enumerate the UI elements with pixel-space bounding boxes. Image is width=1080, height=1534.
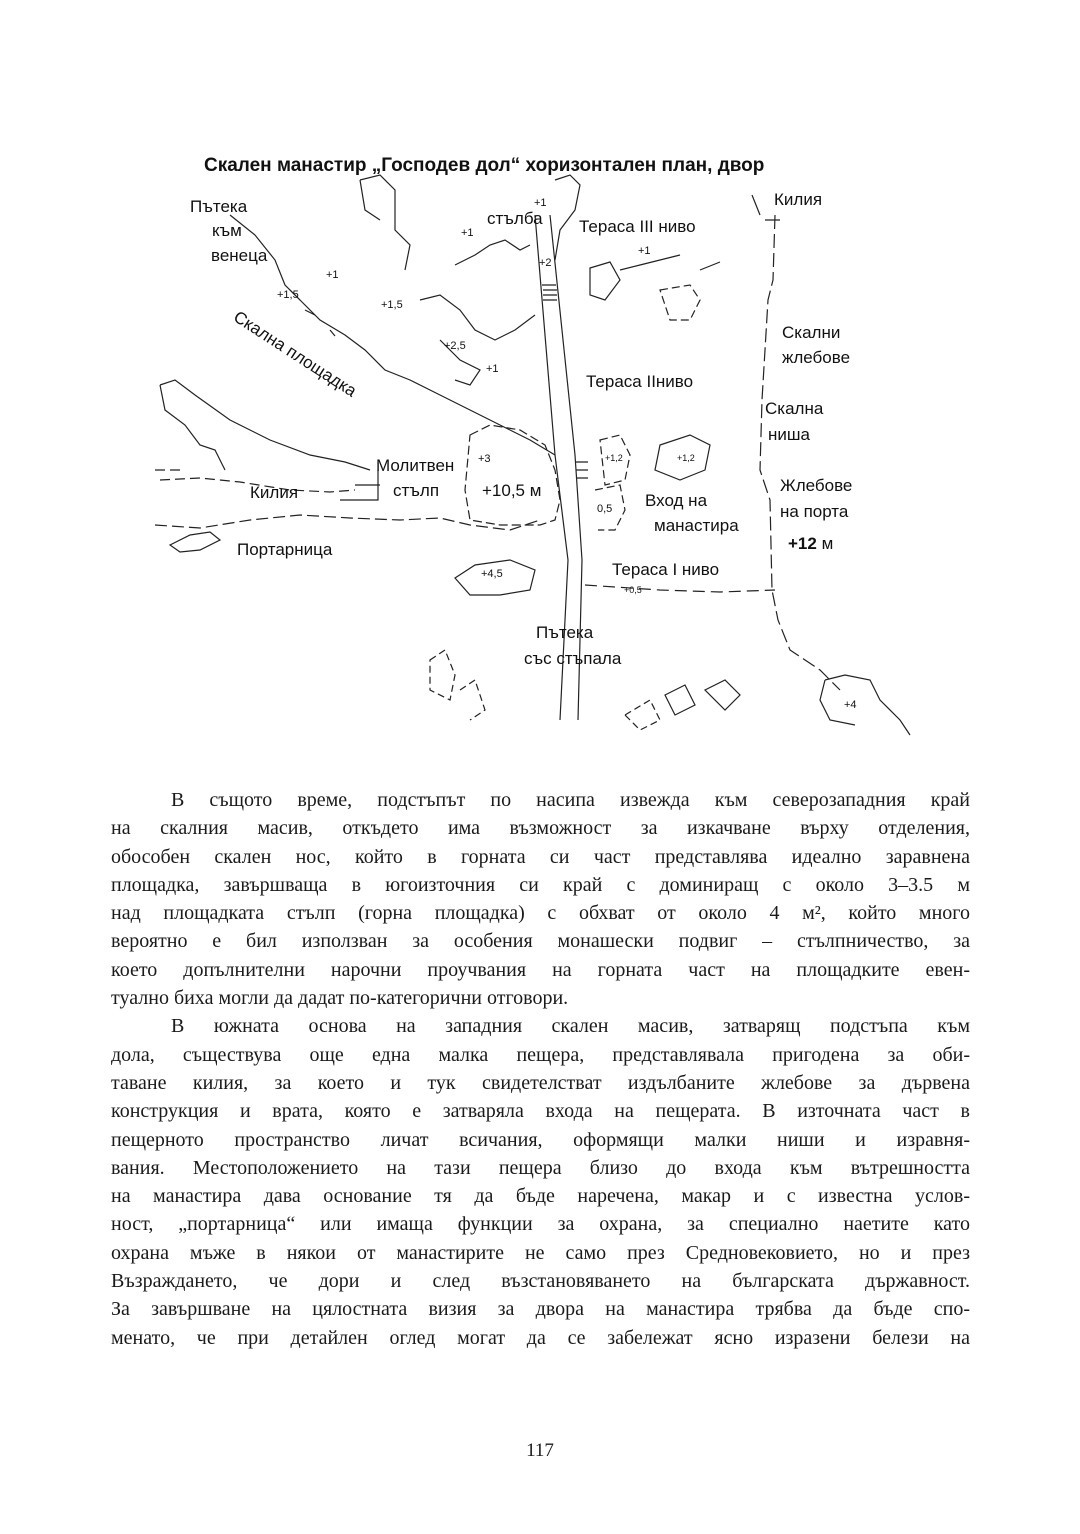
label-rock-platform: Скална площадка — [230, 307, 361, 401]
text-line: В същото време, подстъпът по насипа извежда към северозападния край — [171, 789, 970, 811]
right-wall — [760, 215, 840, 690]
elevation-mark: 0,5 — [597, 503, 613, 515]
label-entrance: манастира — [654, 516, 739, 535]
central-path-left-edge — [535, 215, 568, 720]
elevation-mark: +3 — [478, 453, 491, 465]
text-line: вания. Местоположението на тази пещера близо до входа към вътрешността — [111, 1156, 970, 1179]
text-line: таване килия, за което и тук свидетелстват издълбаните жлебове за дървена — [111, 1071, 970, 1094]
label-path-to-crest: венеца — [211, 246, 268, 265]
label-terrace-1: Тераса I ниво — [612, 560, 720, 579]
elevation-mark: +1,5 — [381, 299, 403, 311]
text-line: което допълнителни нарочни проучвания на горната част на площадките евен- — [111, 958, 970, 981]
label-rock-niche: Скална — [765, 399, 824, 418]
elevation-mark: +1 — [534, 197, 547, 209]
label-ladder: стълба — [487, 209, 543, 228]
label-stair-path: със стъпала — [524, 649, 622, 668]
upper-rock-outline — [360, 175, 410, 270]
body-text — [111, 786, 970, 1352]
text-line: менато, че при детайлен оглед могат да се забележат ясно изразени белези на — [111, 1326, 970, 1349]
central-path-right-edge — [550, 215, 582, 720]
label-path-to-crest: към — [212, 221, 242, 240]
label-pillar-height: +10,5 м — [482, 481, 542, 500]
label-rock-grooves: жлебове — [782, 348, 851, 367]
elevation-mark: +0,5 — [624, 585, 642, 595]
label-stair-path: Пътека — [536, 623, 594, 642]
label-cell-left: Килия — [250, 483, 299, 502]
elevation-mark: +1 — [326, 269, 339, 281]
text-line: туално биха могли да дадат по-категорични отговори. — [111, 987, 569, 1010]
text-line: площадка, завършваща в югоизточния си край с доминиращ с около 3–3.5 м — [111, 873, 970, 896]
elevation-mark: +4 — [844, 699, 857, 711]
text-line: вероятно е бил използван за особения монашески подвиг – стълпничество, за — [111, 930, 970, 953]
label-cell-top: Килия — [774, 190, 823, 209]
label-terrace-2: Тераса IIниво — [586, 372, 694, 391]
text-line: За завършване на цялостната визия за двора на манастира трябва да бъде спо- — [111, 1298, 970, 1321]
figure-title: Скален манастир „Господев дол“ хоризонтален план, двор — [204, 155, 765, 176]
text-line: охрана мъже в някои от манастирите не само през Средновековието, но и през — [111, 1241, 970, 1264]
text-line: В южната основа на западния скален масив, затварящ подстъпа към — [171, 1015, 970, 1038]
gate-height-value: +12 — [788, 534, 817, 553]
label-prayer-pillar: стълп — [393, 481, 440, 500]
terrace1-boundary — [585, 585, 775, 592]
gate-height-unit: м — [821, 534, 834, 553]
label-terrace-3: Тераса III ниво — [579, 217, 696, 236]
label-path-to-crest: Пътека — [190, 197, 248, 216]
text-line: Възраждането, че дори и след възстановяването на българската държавност. — [111, 1270, 970, 1293]
label-gate-grooves: на порта — [780, 502, 849, 521]
mid-contour — [420, 295, 535, 340]
label-prayer-pillar: Молитвен — [376, 456, 455, 475]
label-entrance: Вход на — [645, 491, 708, 510]
text-line: ност, „портарница“ или имаща функции за охрана, за специално наетите като — [111, 1213, 970, 1236]
monastery-plan-figure — [0, 0, 1080, 760]
text-line: конструкция и врата, която е затваряла входа на пещерата. В източната част в — [111, 1100, 970, 1123]
elevation-mark: +4,5 — [481, 568, 503, 580]
text-line: на манастира дава основание тя да бъде наречена, макар и с известна услов- — [111, 1185, 970, 1208]
label-gate-height — [788, 535, 833, 552]
elevation-mark: +1 — [638, 245, 651, 257]
text-line: обособен скален нос, който в горната си част представлява идеално заравнена — [111, 845, 970, 868]
elevation-mark: +1,2 — [605, 453, 623, 463]
text-line: пещерното пространство личат всичания, оформящи малки ниши и изравня- — [111, 1128, 970, 1151]
plan-drawing — [0, 0, 1080, 760]
elevation-mark: +2 — [539, 257, 552, 269]
label-gatehouse: Портарница — [237, 540, 333, 559]
elevation-mark: +1,5 — [277, 289, 299, 301]
elevation-mark: +1 — [486, 363, 499, 375]
page-number: 117 — [526, 1440, 554, 1461]
text-line: дола, съществува още една малка пещера, представлявала пригодена за оби- — [111, 1043, 970, 1066]
elevation-mark: +1 — [461, 227, 474, 239]
label-rock-niche: ниша — [768, 425, 810, 444]
elevation-mark: +1,2 — [677, 453, 695, 463]
text-line: над площадката стълп (горна площадка) с обхват от около 4 м², който много — [111, 902, 970, 925]
prayer-pillar-outline — [465, 425, 560, 525]
paragraph — [111, 786, 970, 1012]
elevation-mark: +2,5 — [444, 340, 466, 352]
label-rock-grooves: Скални — [782, 323, 841, 342]
label-gate-grooves: Жлебове — [780, 476, 853, 495]
text-line: на скалния масив, откъдето има възможност за изкачване върху отделения, — [111, 817, 970, 840]
paragraph — [111, 1012, 970, 1352]
